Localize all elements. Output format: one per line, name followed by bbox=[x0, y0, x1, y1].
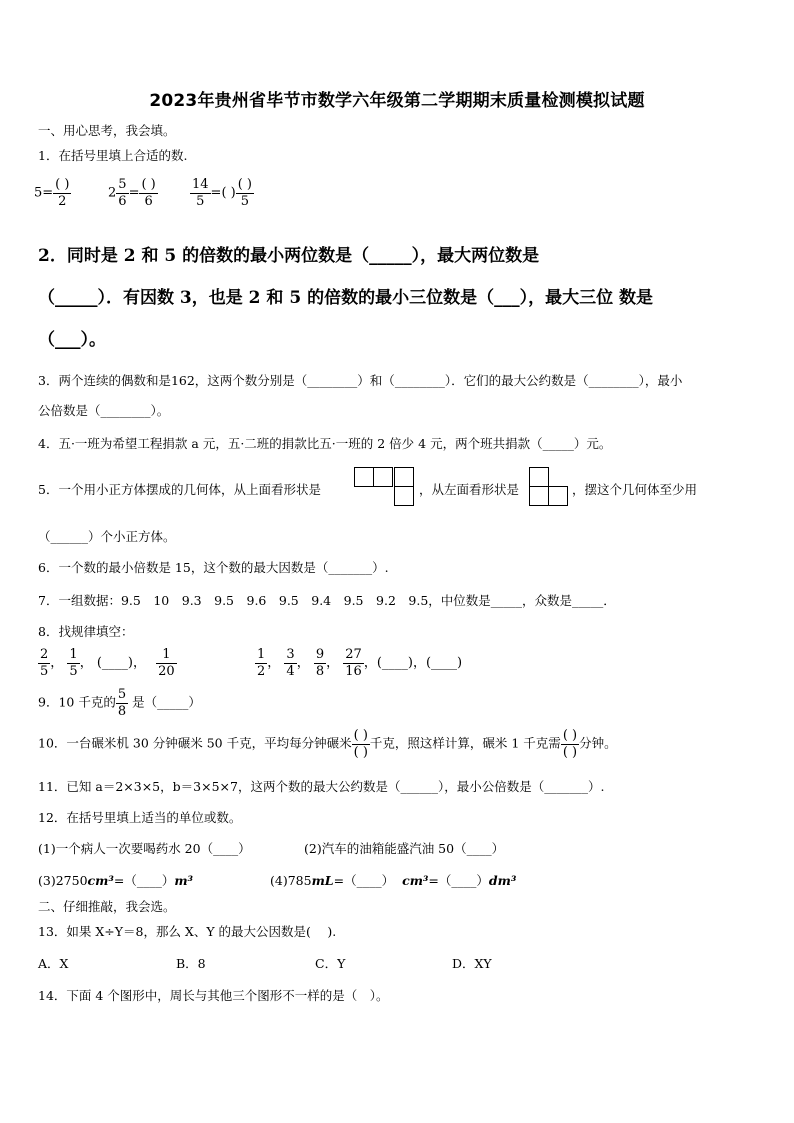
numerator: 5 bbox=[117, 687, 127, 702]
question-10-part-3: 分钟。 bbox=[579, 735, 617, 751]
fraction bbox=[236, 178, 254, 208]
question-9-tail: 是（_____） bbox=[132, 694, 201, 710]
fraction bbox=[67, 648, 79, 678]
question-8-sequence-b: $\frac{1}{2}$ ， $\frac{3}{4}$ ， $\frac{9}{8}$ ， $\frac{27}{16}$ ，(____)，(____) bbox=[257, 647, 463, 679]
unit-milliliter: mL bbox=[311, 873, 334, 888]
question-5-part-3: ，摆这个几何体至少用 bbox=[572, 482, 698, 497]
denominator: 5 bbox=[240, 193, 249, 209]
question-2-line-3: （___）。 bbox=[38, 330, 106, 350]
question-11-text: 11．已知 a＝2×3×5，b＝3×5×7，这两个数的最大公约数是（______），最小公倍数是（_______）. bbox=[38, 779, 605, 794]
denominator: 6 bbox=[144, 193, 153, 209]
fraction bbox=[314, 648, 326, 678]
question-12-text: 12．在括号里填上适当的单位或数。 bbox=[38, 810, 242, 825]
numerator: 9 bbox=[315, 647, 325, 662]
denominator: ( ) bbox=[562, 744, 578, 760]
question-1-text: 1．在括号里填上合适的数. bbox=[38, 148, 188, 163]
unit-cubic-decimeter: dm³ bbox=[488, 873, 517, 888]
unit-cubic-centimeter: cm³ bbox=[87, 873, 114, 888]
question-5-part-1: 5．一个用小正方体摆成的几何体，从上面看形状是 bbox=[38, 482, 321, 497]
question-5-part-2: ，从左面看形状是 bbox=[419, 482, 520, 497]
fraction bbox=[190, 178, 211, 208]
question-3-line-1: 3．两个连续的偶数和是162，这两个数分别是（________）和（________）．它们的最大公约数是（________），最小 bbox=[38, 373, 683, 388]
question-10-part-2: 千克，照这样计算，碾米 1 千克需 bbox=[369, 735, 561, 751]
denominator: 2 bbox=[58, 193, 67, 209]
numerator: ( ) bbox=[141, 177, 156, 192]
question-13-text: 13．如果 X÷Y＝8，那么 X、Y 的最大公因数是( ). bbox=[38, 924, 337, 939]
denominator: 2 bbox=[257, 663, 266, 679]
question-10-part-1: 10．一台碾米机 30 分钟碾米 50 千克，平均每分钟碾米 bbox=[38, 735, 352, 751]
top-view-square bbox=[394, 486, 414, 506]
fraction bbox=[561, 729, 579, 759]
left-view-square bbox=[548, 486, 568, 506]
fraction bbox=[53, 178, 71, 208]
fraction bbox=[139, 178, 157, 208]
numerator: ( ) bbox=[237, 177, 252, 192]
denominator: 16 bbox=[345, 663, 362, 679]
top-view-square bbox=[354, 467, 374, 487]
question-9 bbox=[38, 688, 201, 718]
equals-sign: = bbox=[128, 185, 140, 201]
fraction bbox=[38, 648, 50, 678]
denominator: 4 bbox=[286, 663, 295, 679]
question-4-text: 4．五·一班为希望工程捐款 a 元，五·二班的捐款比五·一班的 2 倍少 4 元，两个班共捐款（_____）元。 bbox=[38, 436, 612, 451]
page-title: 2023年贵州省毕节市数学六年级第二学期期末质量检测模拟试题 bbox=[149, 91, 645, 111]
denominator: ( ) bbox=[353, 744, 368, 760]
question-12-item-4 bbox=[270, 871, 516, 889]
section-heading-2: 二、仔细推敲，我会选。 bbox=[38, 899, 176, 914]
item-4-blank-2: =（____） bbox=[428, 873, 489, 888]
question-2-line-2: （_____）．有因数 3，也是 2 和 5 的倍数的最小三位数是（___），最大三位 数是 bbox=[38, 288, 653, 308]
option-b[interactable]: B．8 bbox=[176, 956, 206, 971]
denominator: 6 bbox=[118, 193, 127, 209]
question-1-fraction-3 bbox=[190, 178, 254, 208]
numerator: 14 bbox=[192, 177, 209, 192]
option-c[interactable]: C．Y bbox=[315, 956, 346, 971]
numerator: 1 bbox=[257, 647, 266, 662]
fraction bbox=[284, 648, 296, 678]
numerator: 2 bbox=[40, 647, 49, 662]
numerator: ( ) bbox=[55, 177, 70, 192]
unit-cubic-meter: m³ bbox=[174, 873, 194, 888]
question-1-fraction-2 bbox=[108, 178, 158, 208]
numerator: ( ) bbox=[353, 728, 368, 743]
top-view-square bbox=[394, 467, 414, 487]
question-12-item-3 bbox=[38, 871, 193, 889]
denominator: 20 bbox=[158, 663, 175, 679]
numerator: 3 bbox=[286, 647, 295, 662]
fraction bbox=[116, 178, 128, 208]
question-7-text: 7．一组数据：9.5 10 9.3 9.5 9.6 9.5 9.4 9.5 9.2 9.5，中位数是_____，众数是_____． bbox=[38, 593, 616, 608]
question-6-text: 6．一个数的最小倍数是 15，这个数的最大因数是（_______）. bbox=[38, 560, 389, 575]
question-1-fraction-1 bbox=[34, 178, 71, 208]
numerator: 5 bbox=[118, 177, 127, 192]
numerator: 1 bbox=[162, 647, 171, 662]
question-9-lead: 9．10 千克的 bbox=[38, 694, 116, 710]
option-a[interactable]: A．X bbox=[38, 956, 69, 971]
question-5-line-2: （______）个小正方体。 bbox=[38, 529, 176, 544]
sequence-blank: (____) bbox=[96, 655, 133, 671]
fraction bbox=[255, 648, 267, 678]
item-4-blank-1: =（____） bbox=[333, 873, 395, 888]
option-d[interactable]: D．XY bbox=[452, 956, 492, 971]
question-12-item-2: (2)汽车的油箱能盛汽油 50（____） bbox=[304, 841, 505, 856]
equals-blank: =( ) bbox=[210, 185, 236, 201]
fraction-lead: 5= bbox=[34, 185, 54, 201]
section-heading-1: 一、用心思考，我会填。 bbox=[38, 123, 176, 138]
question-10 bbox=[38, 729, 617, 759]
item-4-number: (4)785 bbox=[270, 873, 312, 888]
left-view-square bbox=[529, 467, 549, 487]
question-2-line-1: 2．同时是 2 和 5 的倍数的最小两位数是（_____），最大两位数是 bbox=[38, 246, 540, 266]
fraction bbox=[343, 648, 364, 678]
denominator: 8 bbox=[315, 663, 325, 679]
denominator: 5 bbox=[40, 663, 49, 679]
question-12-item-1: (1)一个病人一次要喝药水 20（____） bbox=[38, 841, 251, 856]
denominator: 8 bbox=[117, 703, 127, 719]
sequence-blanks: ，(____)，(____) bbox=[363, 655, 463, 671]
unit-cubic-centimeter: cm³ bbox=[402, 873, 429, 888]
numerator: 27 bbox=[345, 647, 362, 662]
denominator: 5 bbox=[69, 663, 78, 679]
numerator: 1 bbox=[69, 647, 78, 662]
question-8-text: 8．找规律填空： bbox=[38, 624, 134, 639]
fraction bbox=[156, 648, 177, 678]
left-view-square bbox=[529, 486, 549, 506]
fraction bbox=[116, 688, 128, 718]
question-14-text: 14．下面 4 个图形中，周长与其他三个图形不一样的是（ ）。 bbox=[38, 988, 389, 1003]
question-3-line-2: 公倍数是（________）。 bbox=[38, 403, 170, 418]
whole-number: 2 bbox=[108, 185, 117, 201]
denominator: 5 bbox=[196, 193, 205, 209]
numerator: ( ) bbox=[562, 728, 578, 743]
item-3-number: (3)2750 bbox=[38, 873, 88, 888]
top-view-square bbox=[373, 467, 393, 487]
fraction bbox=[352, 729, 370, 759]
question-8-sequence-a: $\frac{2}{5}$ ， $\frac{1}{5}$ ， (____)， $\frac{1}{20}$ bbox=[40, 647, 175, 679]
item-3-blank: =（____） bbox=[113, 873, 175, 888]
